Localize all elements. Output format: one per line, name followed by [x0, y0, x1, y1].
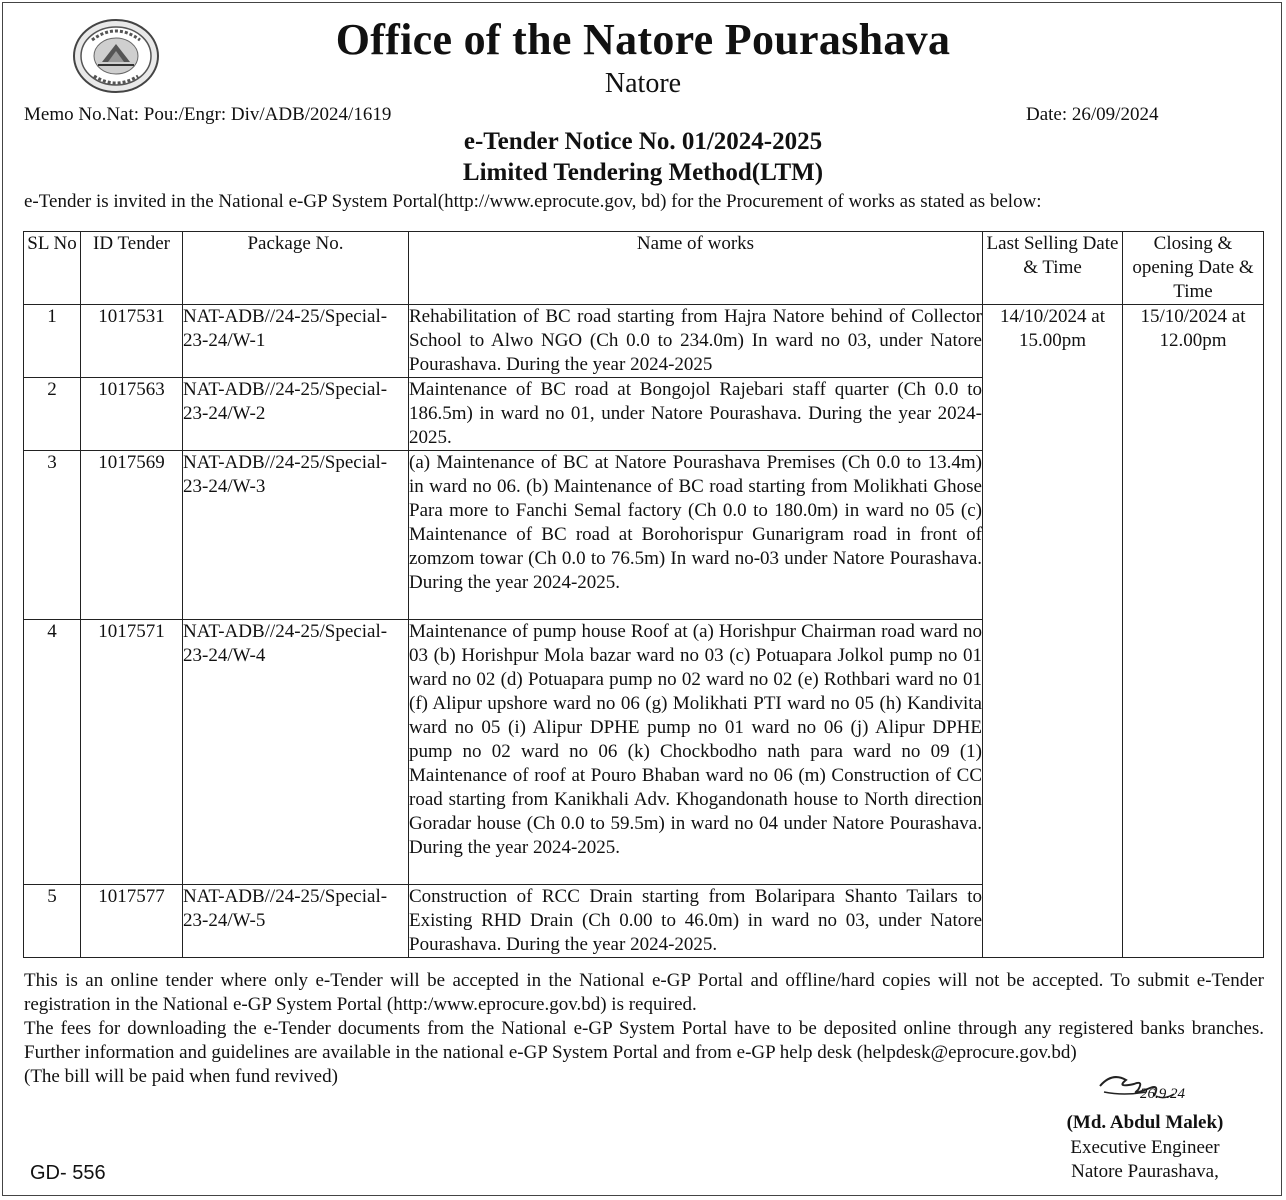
cell-works: Maintenance of BC road at Bongojol Rajebari staff quarter (Ch 0.0 to 186.5m) in ward no 01, under Natore Pourashava. During the year 2024-2025. — [409, 378, 983, 451]
cell-works: Rehabilitation of BC road starting from Hajra Natore behind of Collector School to Alwo NGO (Ch 0.0 to 234.0m) In ward no 03, under Natore Pourashava. During the year 2024-2025 — [409, 305, 983, 378]
cell-package: NAT-ADB//24-25/Special-23-24/W-1 — [183, 305, 409, 378]
table-header-row — [24, 232, 1264, 305]
cell-package: NAT-ADB//24-25/Special-23-24/W-4 — [183, 620, 409, 885]
signatory-title: Executive Engineer — [1070, 1137, 1220, 1158]
signatory-office: Natore Paurashava, — [1071, 1161, 1219, 1182]
cell-works: Construction of RCC Drain starting from Bolaripara Shanto Tailars to Existing RHD Drain (Ch 0.00 to 46.0m) in ward no 03, under Natore Pourashava. During the year 2024-2025. — [409, 885, 983, 958]
cell-sl: 1 — [24, 305, 81, 378]
tender-table — [23, 231, 1264, 958]
notice-date: Date: 26/09/2024 — [1026, 104, 1159, 125]
cell-id: 1017577 — [81, 885, 183, 958]
table-row — [24, 305, 1264, 378]
gd-code: GD- 556 — [30, 1162, 106, 1184]
cell-id: 1017563 — [81, 378, 183, 451]
note-paragraph-3: (The bill will be paid when fund revived) — [24, 1066, 338, 1087]
cell-last-selling: 14/10/2024 at 15.00pm — [983, 305, 1123, 958]
intro-text: e-Tender is invited in the National e-GP System Portal(http://www.eprocute.gov, bd) for the Procurement of works as stated as below: — [24, 191, 1042, 212]
cell-sl: 5 — [24, 885, 81, 958]
notice-number: e-Tender Notice No. 01/2024-2025 — [463, 128, 823, 155]
cell-package: NAT-ADB//24-25/Special-23-24/W-3 — [183, 451, 409, 620]
cell-works: Maintenance of pump house Roof at (a) Horishpur Chairman road ward no 03 (b) Horishpur Mola bazar ward no 03 (c) Potuapara Jolkol pump no 01 ward no 02 (d) Potuapara pump no 02 ward no 02 (e) Rothbari ward no 01 (f) Alipur upshore ward no 06 (g) Molikhati PTI ward no 05 (h) Kandivita ward no 05 (i) Alipur DPHE pump no 01 ward no 06 (j) Alipur DPHE pump no 02 ward no 06 (k) Chockbodho nath para ward no 09 (1) Maintenance of roof at Pouro Bhaban ward no 06 (m) Construction of CC road starting from Kanikhali Adv. Khogandonath house to North direction Goradar house (Ch 0.0 to 59.5m) in ward no 04 under Natore Pourashava. During the year 2024-2025. — [409, 620, 983, 885]
cell-closing: 15/10/2024 at 12.00pm — [1123, 305, 1264, 958]
cell-id: 1017569 — [81, 451, 183, 620]
header-works: Name of works — [409, 232, 983, 305]
signature-date: 26.9.24 — [1140, 1086, 1185, 1102]
office-title: Office of the Natore Pourashava — [335, 15, 951, 64]
signatory-name: (Md. Abdul Malek) — [1066, 1112, 1224, 1133]
cell-id: 1017571 — [81, 620, 183, 885]
cell-sl: 3 — [24, 451, 81, 620]
memo-number: Memo No.Nat: Pou:/Engr: Div/ADB/2024/1619 — [24, 104, 392, 125]
header-sl: SL No — [24, 232, 81, 305]
office-city: Natore — [604, 68, 682, 99]
tendering-method: Limited Tendering Method(LTM) — [462, 159, 824, 186]
cell-sl: 4 — [24, 620, 81, 885]
cell-works: (a) Maintenance of BC at Natore Pourashava Premises (Ch 0.0 to 13.4m) in ward no 06. (b) Maintenance of BC road starting from Molikhati Ghose Para more to Fanchi Semal factory (Ch 0.0 to 180.0m) in ward no 05 (c) Maintenance of BC road at Borohorispur Gunarigram road in front of zomzom towar (Ch 0.0 to 76.5m) In ward no-03 under Natore Pourashava. During the year 2024-2025. — [409, 451, 983, 620]
cell-sl: 2 — [24, 378, 81, 451]
cell-package: NAT-ADB//24-25/Special-23-24/W-5 — [183, 885, 409, 958]
note-paragraph-1: This is an online tender where only e-Tender will be accepted in the National e-GP Portal and offline/hard copies will not be accepted. To submit e-Tender registration in the National e-GP System Portal (http:/www.eprocure.gov.bd) is required. — [24, 970, 1264, 1015]
header-last-selling: Last Selling Date & Time — [983, 232, 1123, 305]
header-id: ID Tender — [81, 232, 183, 305]
notes-section — [24, 969, 1264, 1089]
header-package: Package No. — [183, 232, 409, 305]
header-closing: Closing & opening Date & Time — [1123, 232, 1264, 305]
cell-package: NAT-ADB//24-25/Special-23-24/W-2 — [183, 378, 409, 451]
cell-id: 1017531 — [81, 305, 183, 378]
note-paragraph-2: The fees for downloading the e-Tender documents from the National e-GP System Portal have to be deposited online through any registered banks branches. Further information and guidelines are available in the national e-GP System Portal and from e-GP help desk (helpdesk@eprocure.gov.bd) — [24, 1018, 1264, 1063]
